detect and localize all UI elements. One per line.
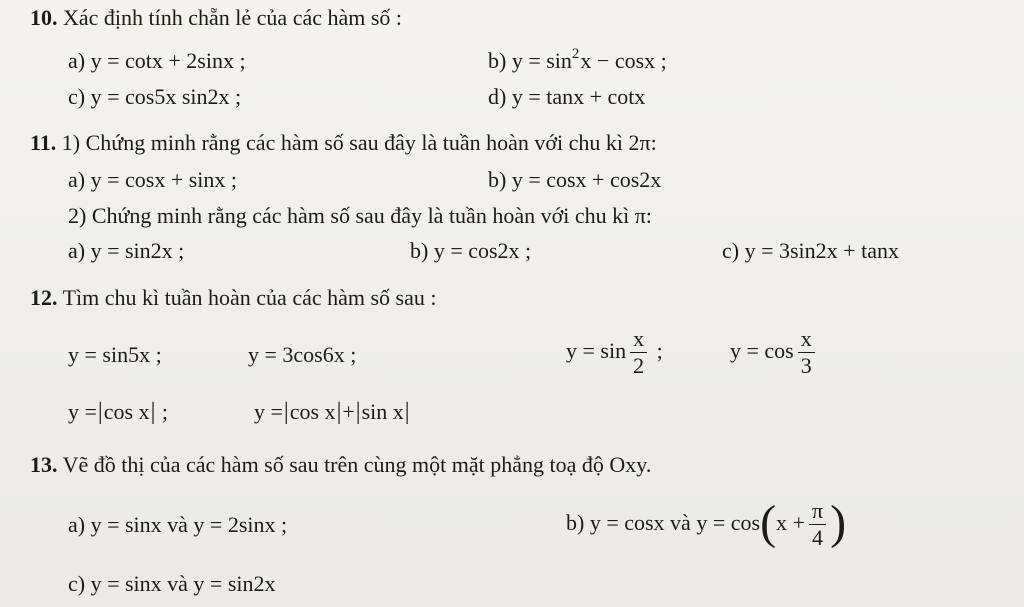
problem-12-f5-abs: cos x xyxy=(103,399,150,424)
problem-10-number: 10. xyxy=(30,5,58,30)
abs-bar: | xyxy=(404,399,410,425)
problem-10-b xyxy=(488,47,667,78)
problem-12-f6-abs1: cos x xyxy=(289,399,336,424)
problem-11-number: 11. xyxy=(30,130,57,155)
problem-10-b-prefix: b) y = sin xyxy=(488,48,572,73)
problem-13-a: a) y = sinx và y = 2sinx ; xyxy=(68,512,288,537)
problem-12-f6-plus: + xyxy=(342,399,355,424)
problem-12-f3-separator: ; xyxy=(656,338,663,363)
fraction-pi-over-4 xyxy=(809,500,826,549)
fraction-x-over-2 xyxy=(630,328,647,377)
right-paren: ) xyxy=(830,495,847,549)
problem-12-f3 xyxy=(566,322,663,384)
problem-10-d: d) y = tanx + cotx xyxy=(488,84,646,109)
problem-12-heading xyxy=(30,284,437,312)
problem-12-f6 xyxy=(254,398,411,426)
abs-bar: | xyxy=(283,399,289,425)
problem-11-2c: c) y = 3sin2x + tanx xyxy=(722,238,899,263)
abs-bar: | xyxy=(97,399,103,425)
problem-10-c: c) y = cos5x sin2x ; xyxy=(68,84,242,109)
problem-13-title: Vẽ đồ thị của các hàm số sau trên cùng một mặt phẳng toạ độ Oxy. xyxy=(62,452,652,477)
abs-bar: | xyxy=(150,399,156,425)
problem-12-f1: y = sin5x ; xyxy=(68,342,162,367)
problem-10-a: a) y = cotx + 2sinx ; xyxy=(68,48,246,73)
abs-bar: | xyxy=(336,399,342,425)
problem-11-2b: b) y = cos2x ; xyxy=(410,238,532,263)
problem-13-b xyxy=(566,494,846,556)
problem-10-b-suffix: x − cosx ; xyxy=(580,48,667,73)
fraction-denominator: 4 xyxy=(812,525,824,551)
problem-10-heading xyxy=(30,4,402,32)
problem-12-title: Tìm chu kì tuần hoàn của các hàm số sau : xyxy=(62,285,437,310)
problem-12-f3-prefix: y = sin xyxy=(566,338,627,363)
left-paren: ( xyxy=(760,495,777,549)
problem-13-b-x: x + xyxy=(776,510,805,535)
problem-12-f4-prefix: y = cos xyxy=(730,338,794,363)
problem-12-f2: y = 3cos6x ; xyxy=(248,342,357,367)
problem-12-f6-prefix: y = xyxy=(254,399,283,424)
problem-13-c: c) y = sinx và y = sin2x xyxy=(68,571,276,596)
problem-11-1b: b) y = cosx + cos2x xyxy=(488,167,662,192)
problem-11-1a: a) y = cosx + sinx ; xyxy=(68,167,238,192)
problem-12-f5-prefix: y = xyxy=(68,399,97,424)
problem-10-title: Xác định tính chẵn lẻ của các hàm số : xyxy=(63,5,403,30)
fraction-x-over-3 xyxy=(798,328,815,377)
problem-12-f6-abs2: sin x xyxy=(361,399,404,424)
problem-11-part1: 1) Chứng minh rằng các hàm số sau đây là tuần hoàn với chu kì 2π: xyxy=(61,130,657,155)
problem-11-part2: 2) Chứng minh rằng các hàm số sau đây là tuần hoàn với chu kì π: xyxy=(68,203,652,228)
problem-13-b-prefix: b) y = cosx và y = cos xyxy=(566,510,761,535)
problem-11-2a: a) y = sin2x ; xyxy=(68,238,185,263)
problem-12-f5 xyxy=(68,398,168,426)
fraction-numerator: π xyxy=(809,500,826,525)
problem-12-number: 12. xyxy=(30,285,58,310)
abs-bar: | xyxy=(355,399,361,425)
fraction-denominator: 3 xyxy=(800,353,812,379)
fraction-denominator: 2 xyxy=(633,353,645,379)
fraction-numerator: x xyxy=(630,328,647,353)
problem-12-f4 xyxy=(730,322,819,384)
problem-12-f5-separator: ; xyxy=(161,399,168,424)
problem-13-heading xyxy=(30,451,651,479)
fraction-numerator: x xyxy=(798,328,815,353)
problem-11-heading xyxy=(30,129,657,157)
problem-10-b-exponent: 2 xyxy=(571,46,580,62)
problem-13-number: 13. xyxy=(30,452,58,477)
